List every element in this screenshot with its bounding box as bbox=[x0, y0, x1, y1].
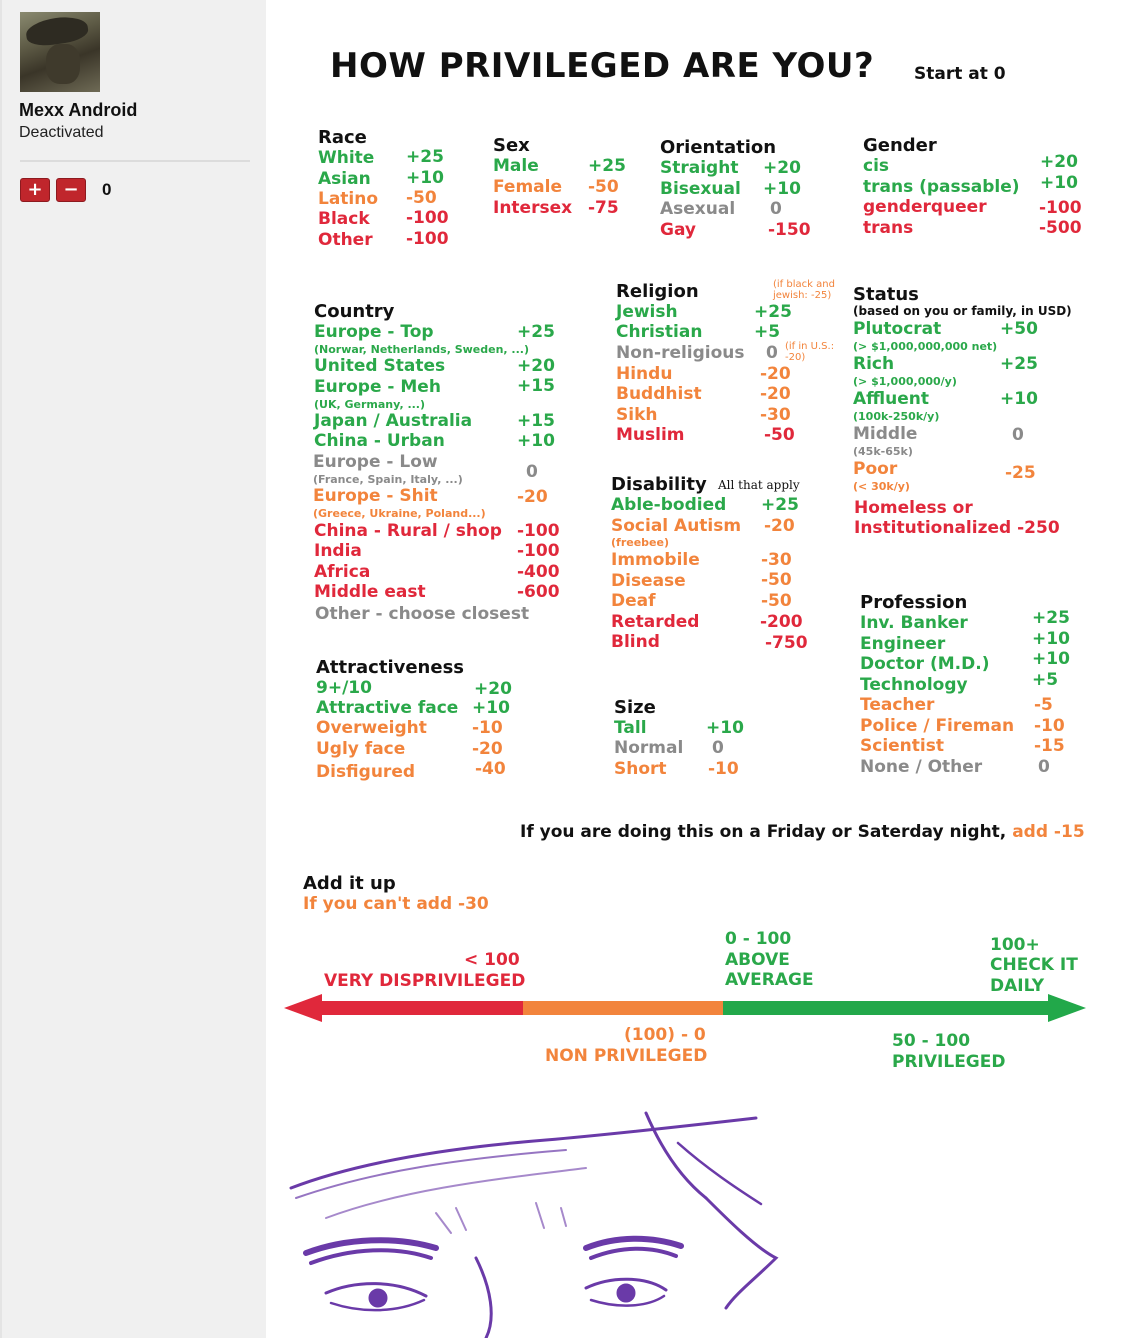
scale-check-line2: CHECK IT bbox=[990, 955, 1078, 975]
orientation-item: Bisexual bbox=[660, 179, 741, 199]
profession-value: -10 bbox=[1034, 716, 1065, 736]
sketch-drawing bbox=[286, 1108, 836, 1338]
status-note: (> $1,000,000,000 net) bbox=[853, 340, 998, 353]
country-value: 0 bbox=[526, 462, 538, 482]
race-value: -100 bbox=[406, 229, 449, 249]
disability-item: Retarded bbox=[611, 612, 700, 632]
profession-value: 0 bbox=[1038, 757, 1050, 777]
country-value: -100 bbox=[517, 521, 560, 541]
country-item: Europe - Top bbox=[314, 322, 434, 342]
race-item: Asian bbox=[318, 169, 371, 189]
attractiveness-value: -40 bbox=[475, 759, 506, 779]
profession-value: +10 bbox=[1032, 649, 1070, 669]
attractiveness-value: +10 bbox=[472, 698, 510, 718]
upvote-button[interactable]: + bbox=[20, 178, 50, 202]
disability-value: -50 bbox=[761, 570, 792, 590]
addup-heading: Add it up bbox=[303, 873, 396, 894]
religion-item: Christian bbox=[616, 322, 703, 342]
scale-non-value: (100) - 0 bbox=[624, 1025, 706, 1045]
religion-item: Sikh bbox=[616, 405, 658, 425]
disability-value: +25 bbox=[761, 495, 799, 515]
size-item: Tall bbox=[614, 718, 647, 738]
status-item: Middle bbox=[853, 424, 918, 444]
gender-item: cis bbox=[863, 156, 890, 176]
gender-value: +10 bbox=[1040, 173, 1078, 193]
disability-item: Disease bbox=[611, 571, 686, 591]
religion-heading: Religion bbox=[616, 281, 699, 302]
gender-heading: Gender bbox=[863, 135, 937, 156]
status-note: (100k-250k/y) bbox=[853, 410, 940, 423]
disability-item: Immobile bbox=[611, 550, 700, 570]
religion-value: 0 bbox=[766, 343, 778, 363]
addup-note: If you can't add -30 bbox=[303, 894, 489, 914]
religion-value: -50 bbox=[764, 425, 795, 445]
disability-value: -30 bbox=[761, 550, 792, 570]
sex-value: +25 bbox=[588, 156, 626, 176]
religion-item: Jewish bbox=[616, 302, 678, 322]
scale-very-value: < 100 bbox=[464, 950, 520, 970]
country-value: -100 bbox=[517, 541, 560, 561]
page-title: HOW PRIVILEGED ARE YOU? bbox=[330, 46, 875, 86]
scale-non-label: NON PRIVILEGED bbox=[545, 1046, 708, 1066]
country-value: +25 bbox=[517, 322, 555, 342]
profession-item: Police / Fireman bbox=[860, 716, 1015, 736]
friday-text: If you are doing this on a Friday or Saterday night, bbox=[520, 822, 1007, 842]
orientation-value: 0 bbox=[770, 199, 782, 219]
scale-priv-value: 50 - 100 bbox=[892, 1031, 971, 1051]
religion-note: (if in U.S.: -20) bbox=[785, 341, 835, 363]
status-heading: Status bbox=[853, 284, 919, 305]
race-item: Latino bbox=[318, 189, 379, 209]
religion-item: Muslim bbox=[616, 425, 685, 445]
country-item: China - Rural / shop bbox=[314, 521, 502, 541]
disability-value: -750 bbox=[765, 633, 808, 653]
gender-item: trans (passable) bbox=[863, 177, 1020, 197]
profession-item: Scientist bbox=[860, 736, 944, 756]
attractiveness-heading: Attractiveness bbox=[316, 657, 464, 678]
size-value: 0 bbox=[712, 738, 724, 758]
gender-item: genderqueer bbox=[863, 197, 987, 217]
orientation-value: +20 bbox=[763, 158, 801, 178]
downvote-button[interactable]: − bbox=[56, 178, 86, 202]
disability-value: -20 bbox=[764, 516, 795, 536]
attractiveness-item: Ugly face bbox=[316, 739, 406, 759]
sex-item: Male bbox=[493, 156, 539, 176]
country-item: Middle east bbox=[314, 582, 426, 602]
profession-item: None / Other bbox=[860, 757, 983, 777]
profession-item: Doctor (M.D.) bbox=[860, 654, 990, 674]
scale-above-line3: AVERAGE bbox=[725, 970, 814, 990]
status-item: Plutocrat bbox=[853, 319, 942, 339]
attractiveness-value: +20 bbox=[474, 679, 512, 699]
scale-check-line3: DAILY bbox=[990, 976, 1045, 996]
disability-item: Able-bodied bbox=[611, 495, 727, 515]
size-value: -10 bbox=[708, 759, 739, 779]
orientation-item: Straight bbox=[660, 158, 739, 178]
friday-note bbox=[520, 822, 1085, 843]
country-value: -600 bbox=[517, 582, 560, 602]
profession-value: +5 bbox=[1032, 670, 1059, 690]
disability-heading: Disability bbox=[611, 474, 707, 495]
profession-item: Inv. Banker bbox=[860, 613, 968, 633]
profession-value: +10 bbox=[1032, 629, 1070, 649]
orientation-value: +10 bbox=[763, 179, 801, 199]
profession-value: -5 bbox=[1034, 695, 1053, 715]
disability-value: -50 bbox=[761, 591, 792, 611]
account-status: Deactivated bbox=[19, 124, 104, 141]
size-item: Normal bbox=[614, 738, 684, 758]
religion-item: Buddhist bbox=[616, 384, 702, 404]
disability-item: Deaf bbox=[611, 591, 656, 611]
orientation-item: Asexual bbox=[660, 199, 736, 219]
sex-item: Female bbox=[493, 177, 562, 197]
vote-score: 0 bbox=[102, 180, 112, 199]
profession-item: Engineer bbox=[860, 634, 946, 654]
status-note: (> $1,000,000/y) bbox=[853, 375, 957, 388]
size-item: Short bbox=[614, 759, 667, 779]
privilege-chart-image bbox=[266, 0, 1136, 1338]
country-note: (Norwar, Netherlands, Sweden, ...) bbox=[314, 343, 529, 356]
start-note: Start at 0 bbox=[914, 64, 1006, 84]
attractiveness-item: Disfigured bbox=[316, 762, 416, 782]
profession-item: Technology bbox=[860, 675, 968, 695]
race-value: +10 bbox=[406, 168, 444, 188]
race-heading: Race bbox=[318, 127, 367, 148]
country-item: Japan / Australia bbox=[314, 411, 473, 431]
disability-value: -200 bbox=[760, 612, 803, 632]
status-value: -25 bbox=[1005, 463, 1036, 483]
country-item: China - Urban bbox=[314, 431, 445, 451]
attractiveness-item: 9+/10 bbox=[316, 678, 372, 698]
country-item: India bbox=[314, 541, 362, 561]
country-value: -20 bbox=[517, 487, 548, 507]
status-subheading: (based on you or family, in USD) bbox=[853, 304, 1072, 318]
orientation-item: Gay bbox=[660, 220, 696, 240]
status-item: Institutionalized -250 bbox=[854, 518, 1060, 538]
country-item: Europe - Meh bbox=[314, 377, 441, 397]
sex-value: -50 bbox=[588, 177, 619, 197]
disability-item: Social Autism bbox=[611, 516, 742, 536]
country-value: +10 bbox=[517, 431, 555, 451]
country-note: (France, Spain, Italy, ...) bbox=[313, 473, 463, 486]
profession-item: Teacher bbox=[860, 695, 935, 715]
attractiveness-value: -10 bbox=[472, 718, 503, 738]
friday-penalty: add -15 bbox=[1012, 822, 1085, 842]
status-note: (45k-65k) bbox=[853, 445, 913, 458]
scale-very-label: VERY DISPRIVILEGED bbox=[324, 971, 526, 991]
status-value: +25 bbox=[1000, 354, 1038, 374]
gender-value: +20 bbox=[1040, 152, 1078, 172]
scale-above-line1: 0 - 100 bbox=[725, 929, 792, 949]
orientation-value: -150 bbox=[768, 220, 811, 240]
sex-value: -75 bbox=[588, 198, 619, 218]
religion-value: +5 bbox=[754, 322, 781, 342]
race-value: -100 bbox=[406, 208, 449, 228]
religion-item: Non-religious bbox=[616, 343, 745, 363]
status-item: Homeless or bbox=[854, 498, 973, 518]
country-item: United States bbox=[314, 356, 446, 376]
religion-item: Hindu bbox=[616, 364, 673, 384]
country-value: -400 bbox=[517, 562, 560, 582]
username[interactable]: Mexx Android bbox=[19, 100, 138, 120]
race-item: Black bbox=[318, 209, 370, 229]
gender-item: trans bbox=[863, 218, 914, 238]
disability-item: Blind bbox=[611, 632, 660, 652]
avatar[interactable] bbox=[20, 12, 100, 92]
profession-value: -15 bbox=[1034, 736, 1065, 756]
divider bbox=[20, 160, 250, 162]
size-heading: Size bbox=[614, 697, 656, 718]
size-value: +10 bbox=[706, 718, 744, 738]
country-item: Africa bbox=[314, 562, 371, 582]
country-value: +15 bbox=[517, 376, 555, 396]
privilege-scale-bar bbox=[284, 994, 1086, 1022]
race-item: Other bbox=[318, 230, 373, 250]
religion-value: -30 bbox=[760, 405, 791, 425]
religion-value: -20 bbox=[760, 364, 791, 384]
status-item: Poor bbox=[853, 459, 898, 479]
country-note: (Greece, Ukraine, Poland...) bbox=[313, 507, 486, 520]
gender-value: -500 bbox=[1039, 218, 1082, 238]
disability-note: (freebee) bbox=[611, 536, 669, 549]
country-value: +15 bbox=[517, 411, 555, 431]
scale-check-line1: 100+ bbox=[990, 935, 1040, 955]
sex-heading: Sex bbox=[493, 135, 530, 156]
status-item: Rich bbox=[853, 354, 895, 374]
sex-item: Intersex bbox=[493, 198, 573, 218]
status-item: Affluent bbox=[853, 389, 929, 409]
religion-value: +25 bbox=[754, 302, 792, 322]
gender-value: -100 bbox=[1039, 198, 1082, 218]
attractiveness-item: Overweight bbox=[316, 718, 427, 738]
country-heading: Country bbox=[314, 301, 395, 322]
status-value: +10 bbox=[1000, 389, 1038, 409]
country-item: Europe - Shit bbox=[313, 486, 438, 506]
race-value: -50 bbox=[406, 188, 437, 208]
race-value: +25 bbox=[406, 147, 444, 167]
disability-note: All that apply bbox=[718, 478, 800, 492]
attractiveness-value: -20 bbox=[472, 739, 503, 759]
profession-heading: Profession bbox=[860, 592, 968, 613]
scale-priv-label: PRIVILEGED bbox=[892, 1052, 1006, 1072]
profession-value: +25 bbox=[1032, 608, 1070, 628]
status-value: +50 bbox=[1000, 319, 1038, 339]
country-value: +20 bbox=[517, 356, 555, 376]
religion-value: -20 bbox=[760, 384, 791, 404]
scale-above-line2: ABOVE bbox=[725, 950, 790, 970]
orientation-heading: Orientation bbox=[660, 137, 777, 158]
country-note: (UK, Germany, ...) bbox=[314, 398, 426, 411]
country-item: Europe - Low bbox=[313, 452, 438, 472]
country-item: Other - choose closest bbox=[315, 604, 530, 624]
religion-note: (if black and jewish: -25) bbox=[773, 279, 835, 301]
attractiveness-item: Attractive face bbox=[316, 698, 459, 718]
sidebar bbox=[0, 0, 266, 1338]
status-note: (< 30k/y) bbox=[853, 480, 910, 493]
race-item: White bbox=[318, 148, 375, 168]
status-value: 0 bbox=[1012, 425, 1024, 445]
